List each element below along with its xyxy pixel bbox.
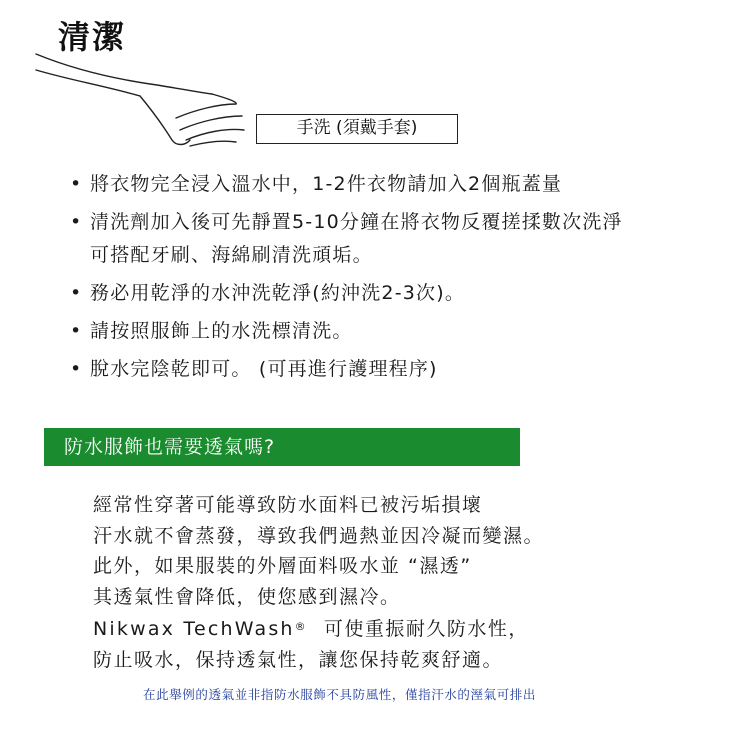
list-item-continuation [70,241,623,270]
list-item [70,170,623,199]
paragraph-line: 此外，如果服裝的外層面料吸水並 “濕透” [93,555,472,577]
footnote: 在此舉例的透氣並非指防水服飾不具防風性，僅指汗水的溼氣可排出 [143,687,537,702]
paragraph-line: 其透氣性會降低，使您感到濕冷。 [93,585,401,608]
bullet-text: 清洗劑加入後可先靜置5-10分鐘在將衣物反覆搓揉數次洗淨 [90,211,623,233]
bullet-dot: • [70,173,83,195]
paragraph-text: 可使重振耐久防水性， [323,618,529,640]
bullet-text: 將衣物完全浸入溫水中，1-2件衣物請加入2個瓶蓋量 [90,173,563,195]
bullet-dot: • [70,282,83,304]
list-item [70,355,623,384]
bullet-text: 脫水完陰乾即可。 (可再進行護理程序) [90,358,438,380]
bullet-text: 務必用乾淨的水沖洗乾淨(約沖洗2-3次)。 [90,282,466,304]
paragraph-line [93,612,544,645]
registered-mark: ® [294,620,308,633]
bullet-dot: • [70,320,83,342]
list-item [70,208,623,237]
bullet-dot: • [70,358,83,380]
brand-name: Nikwax TechWash [93,618,295,640]
bullet-text: 可搭配牙刷、海綿刷清洗頑垢。 [90,244,373,266]
handwash-label: 手洗 (須戴手套) [256,114,458,144]
bullet-dot: • [70,211,83,233]
bullet-text: 請按照服飾上的水洗標清洗。 [90,320,353,342]
paragraph-line: 汗水就不會蒸發，導致我們過熱並因冷凝而變濕。 [93,524,545,547]
instruction-list [70,170,623,393]
page-title: 清潔 [58,18,127,56]
list-item [70,317,623,346]
breathability-paragraph [93,490,544,675]
list-item [70,279,623,308]
section-banner: 防水服飾也需要透氣嗎? [44,428,520,466]
paragraph-line: 防止吸水，保持透氣性，讓您保持乾爽舒適。 [93,648,504,671]
open-hand-icon [0,40,260,160]
paragraph-line: 經常性穿著可能導致防水面料已被污垢損壞 [93,494,483,516]
